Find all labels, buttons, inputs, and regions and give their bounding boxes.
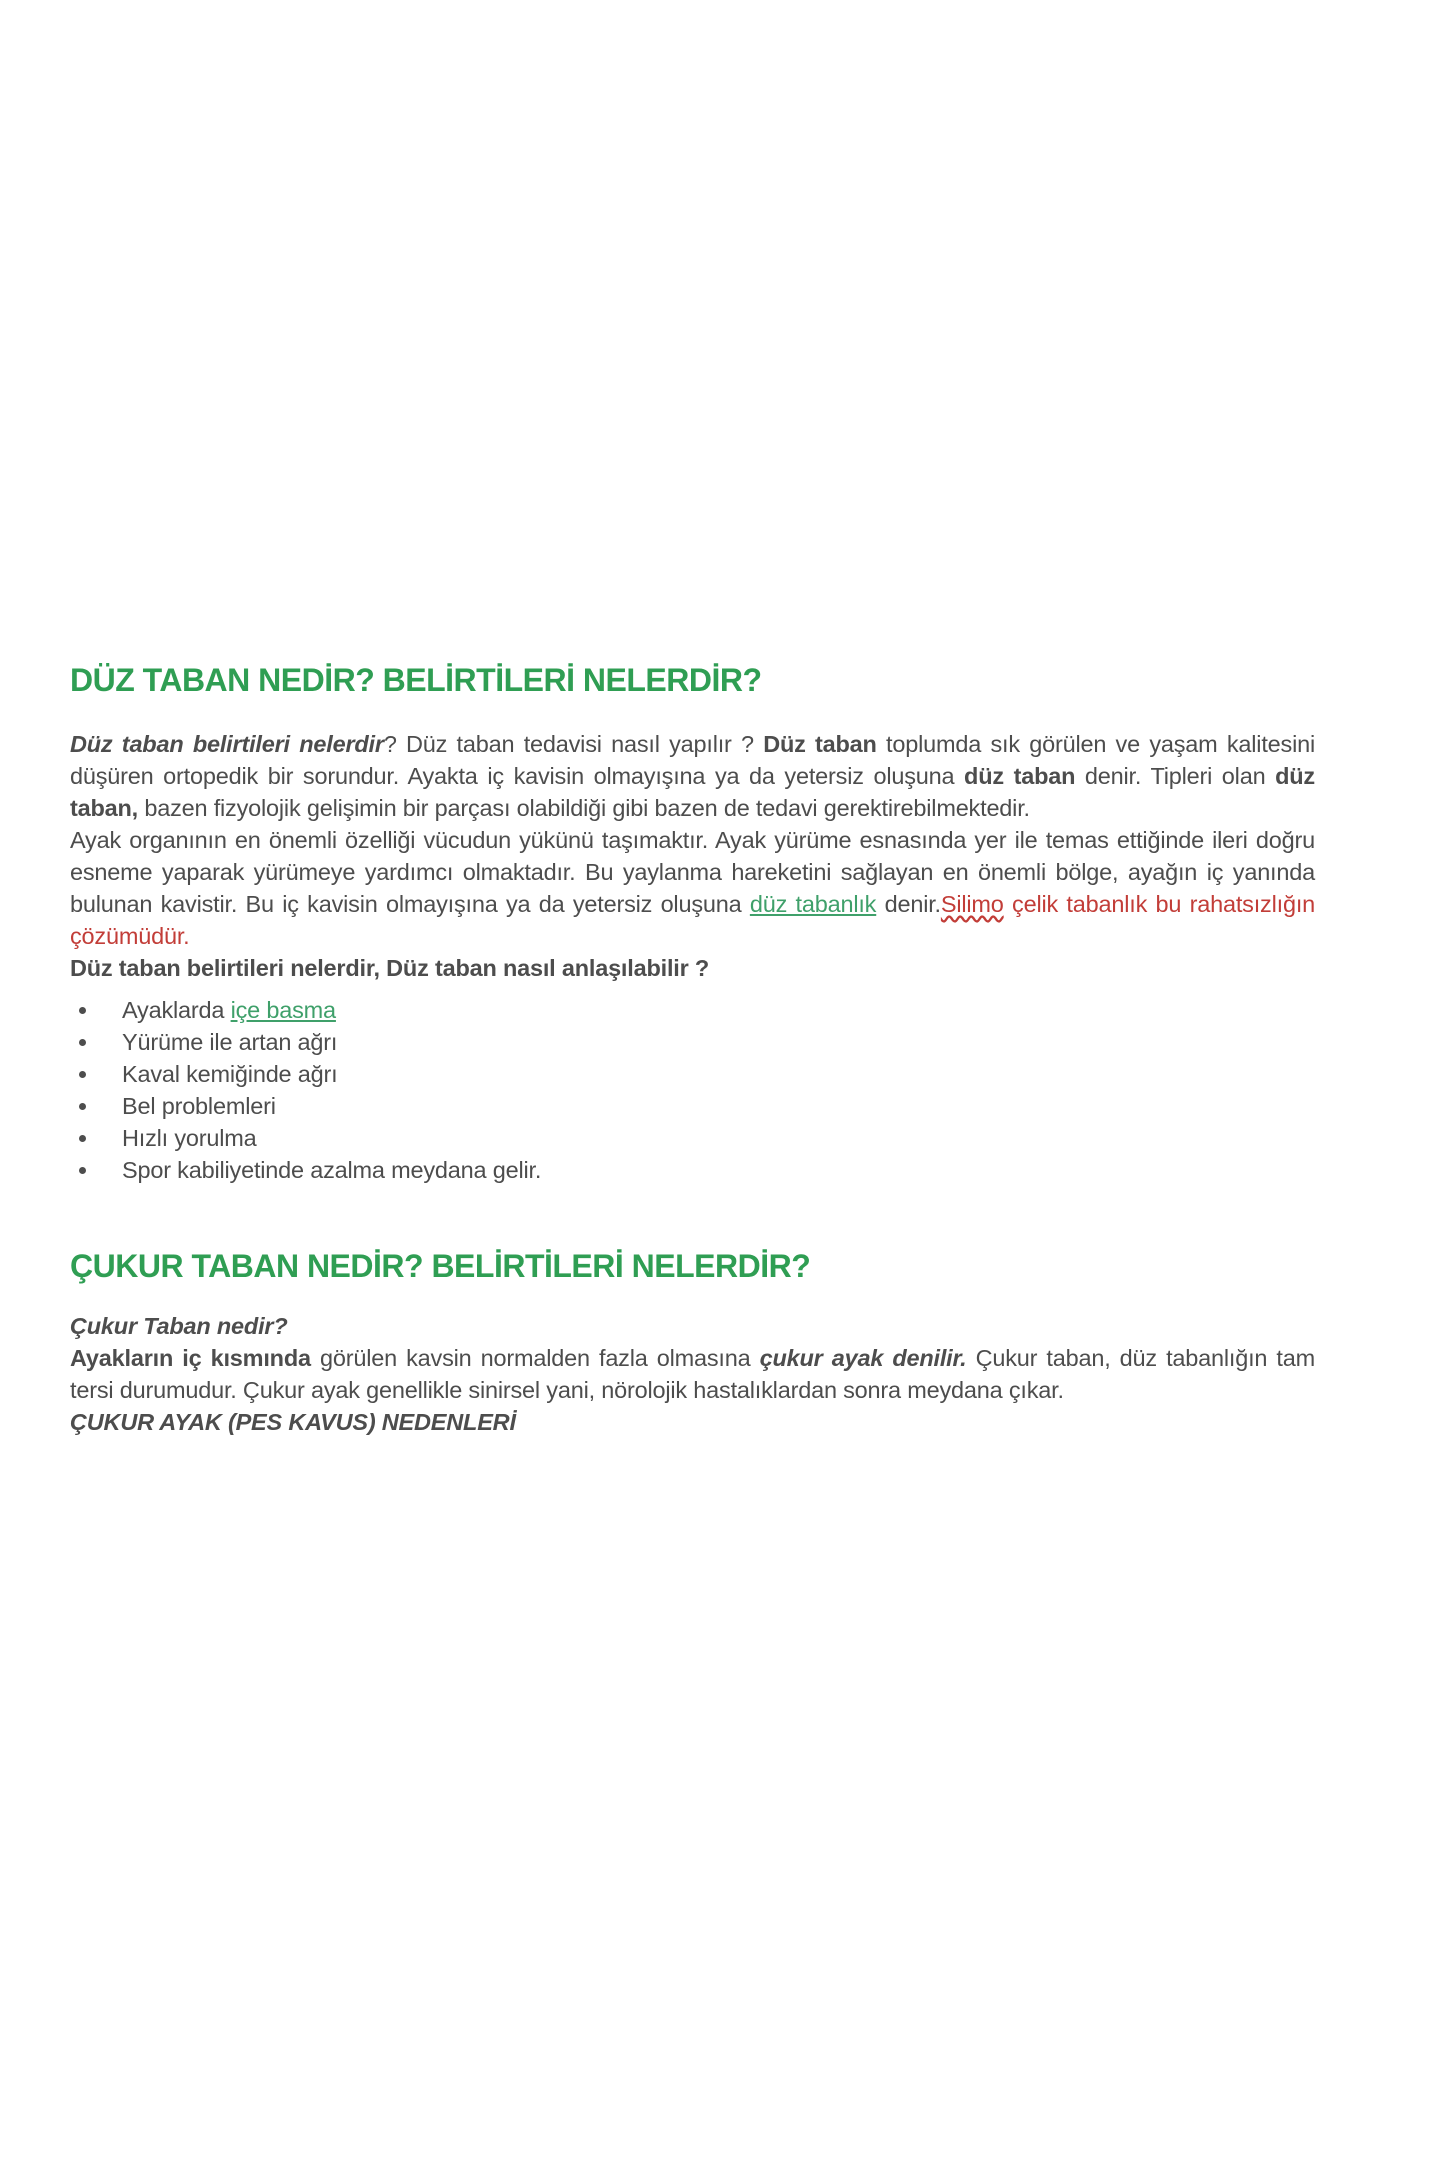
- intro-paragraph: [70, 728, 1315, 824]
- cukur-taban-subheading: Çukur Taban nedir?: [70, 1313, 288, 1339]
- bullet-icon: [79, 1167, 86, 1174]
- text-run: denir.: [876, 891, 941, 917]
- anatomy-paragraph: [70, 824, 1315, 952]
- list-item-text: Yürüme ile artan ağrı: [122, 1029, 338, 1055]
- cukur-taban-paragraph: [70, 1342, 1315, 1406]
- pes-kavus-heading-line: ÇUKUR AYAK (PES KAVUS) NEDENLERİ: [70, 1409, 516, 1435]
- list-item-text: Ayaklarda: [122, 997, 231, 1023]
- text-run: toplumda sık görülen ve yaşam kalitesini düşüren ortopedik bir sorundur. Ayakta iç kavisin olmayışına ya da yetersiz oluşuna: [70, 731, 1315, 789]
- text-run: ? Düz taban tedavisi nasıl yapılır ?: [383, 731, 764, 757]
- ice-basma-link[interactable]: içe basma: [230, 997, 336, 1023]
- text-run-bold: Ayakların iç kısmında: [70, 1345, 311, 1371]
- text-run: Ayak organının en önemli özelliği vücudun yükünü taşımaktır. Ayak yürüme esnasında yer ile temas ettiğinde ileri doğru esneme yaparak yürümeye yardımcı olmaktadır. Bu yaylanma hareketini sağlayan en önemli bölge, ayağın iç yanında bulunan kavistir. Bu iç kavisin olmayışına ya da yetersiz oluşuna: [70, 827, 1315, 917]
- bullet-icon: [79, 1071, 86, 1078]
- list-item: [70, 1090, 1315, 1122]
- list-item-text: Kaval kemiğinde ağrı: [122, 1061, 338, 1087]
- text-run-bold: düz taban,: [70, 763, 1315, 821]
- symptoms-list: [70, 994, 1315, 1186]
- bullet-icon: [79, 1135, 86, 1142]
- bullet-icon: [79, 1103, 86, 1110]
- section-heading-cukur-taban: ÇUKUR TABAN NEDİR? BELİRTİLERİ NELERDİR?: [70, 1248, 811, 1284]
- text-run-bold-italic: Düz taban belirtileri nelerdir: [70, 731, 384, 757]
- duz-tabanlik-link[interactable]: düz tabanlık: [749, 891, 877, 917]
- list-item-text: Hızlı yorulma: [122, 1125, 257, 1151]
- list-item: [70, 1154, 1315, 1186]
- list-item: [70, 1058, 1315, 1090]
- promo-brand-text: Silimo: [940, 891, 1004, 917]
- text-run-bold: düz taban: [964, 763, 1076, 789]
- promo-text-red: çelik tabanlık bu rahatsızlığın çözümüdür.: [70, 891, 1316, 949]
- text-run: Çukur taban, düz tabanlığın tam tersi durumudur. Çukur ayak genellikle sinirsel yani, nörolojik hastalıklardan sonra meydana çıkar.: [70, 1345, 1315, 1403]
- section-heading-duz-taban: DÜZ TABAN NEDİR? BELİRTİLERİ NELERDİR?: [70, 662, 762, 698]
- bullet-icon: [79, 1039, 86, 1046]
- list-item: [70, 994, 1315, 1026]
- list-item: [70, 1026, 1315, 1058]
- text-run-bold: Düz taban: [763, 731, 877, 757]
- text-run: bazen fizyolojik gelişimin bir parçası olabildiği gibi bazen de tedavi gerektirebilmektedir.: [138, 795, 1030, 821]
- bullet-icon: [79, 1007, 86, 1014]
- list-item-text: Bel problemleri: [122, 1093, 276, 1119]
- list-item-text: Spor kabiliyetinde azalma meydana gelir.: [122, 1157, 542, 1183]
- text-run: görülen kavsin normalden fazla olmasına: [310, 1345, 760, 1371]
- symptoms-question-line: Düz taban belirtileri nelerdir, Düz taban nasıl anlaşılabilir ?: [70, 955, 710, 981]
- text-run: denir. Tipleri olan: [1075, 763, 1276, 789]
- list-item: [70, 1122, 1315, 1154]
- text-run-bold-italic: çukur ayak denilir.: [759, 1345, 967, 1371]
- content-column: [70, 660, 1315, 1438]
